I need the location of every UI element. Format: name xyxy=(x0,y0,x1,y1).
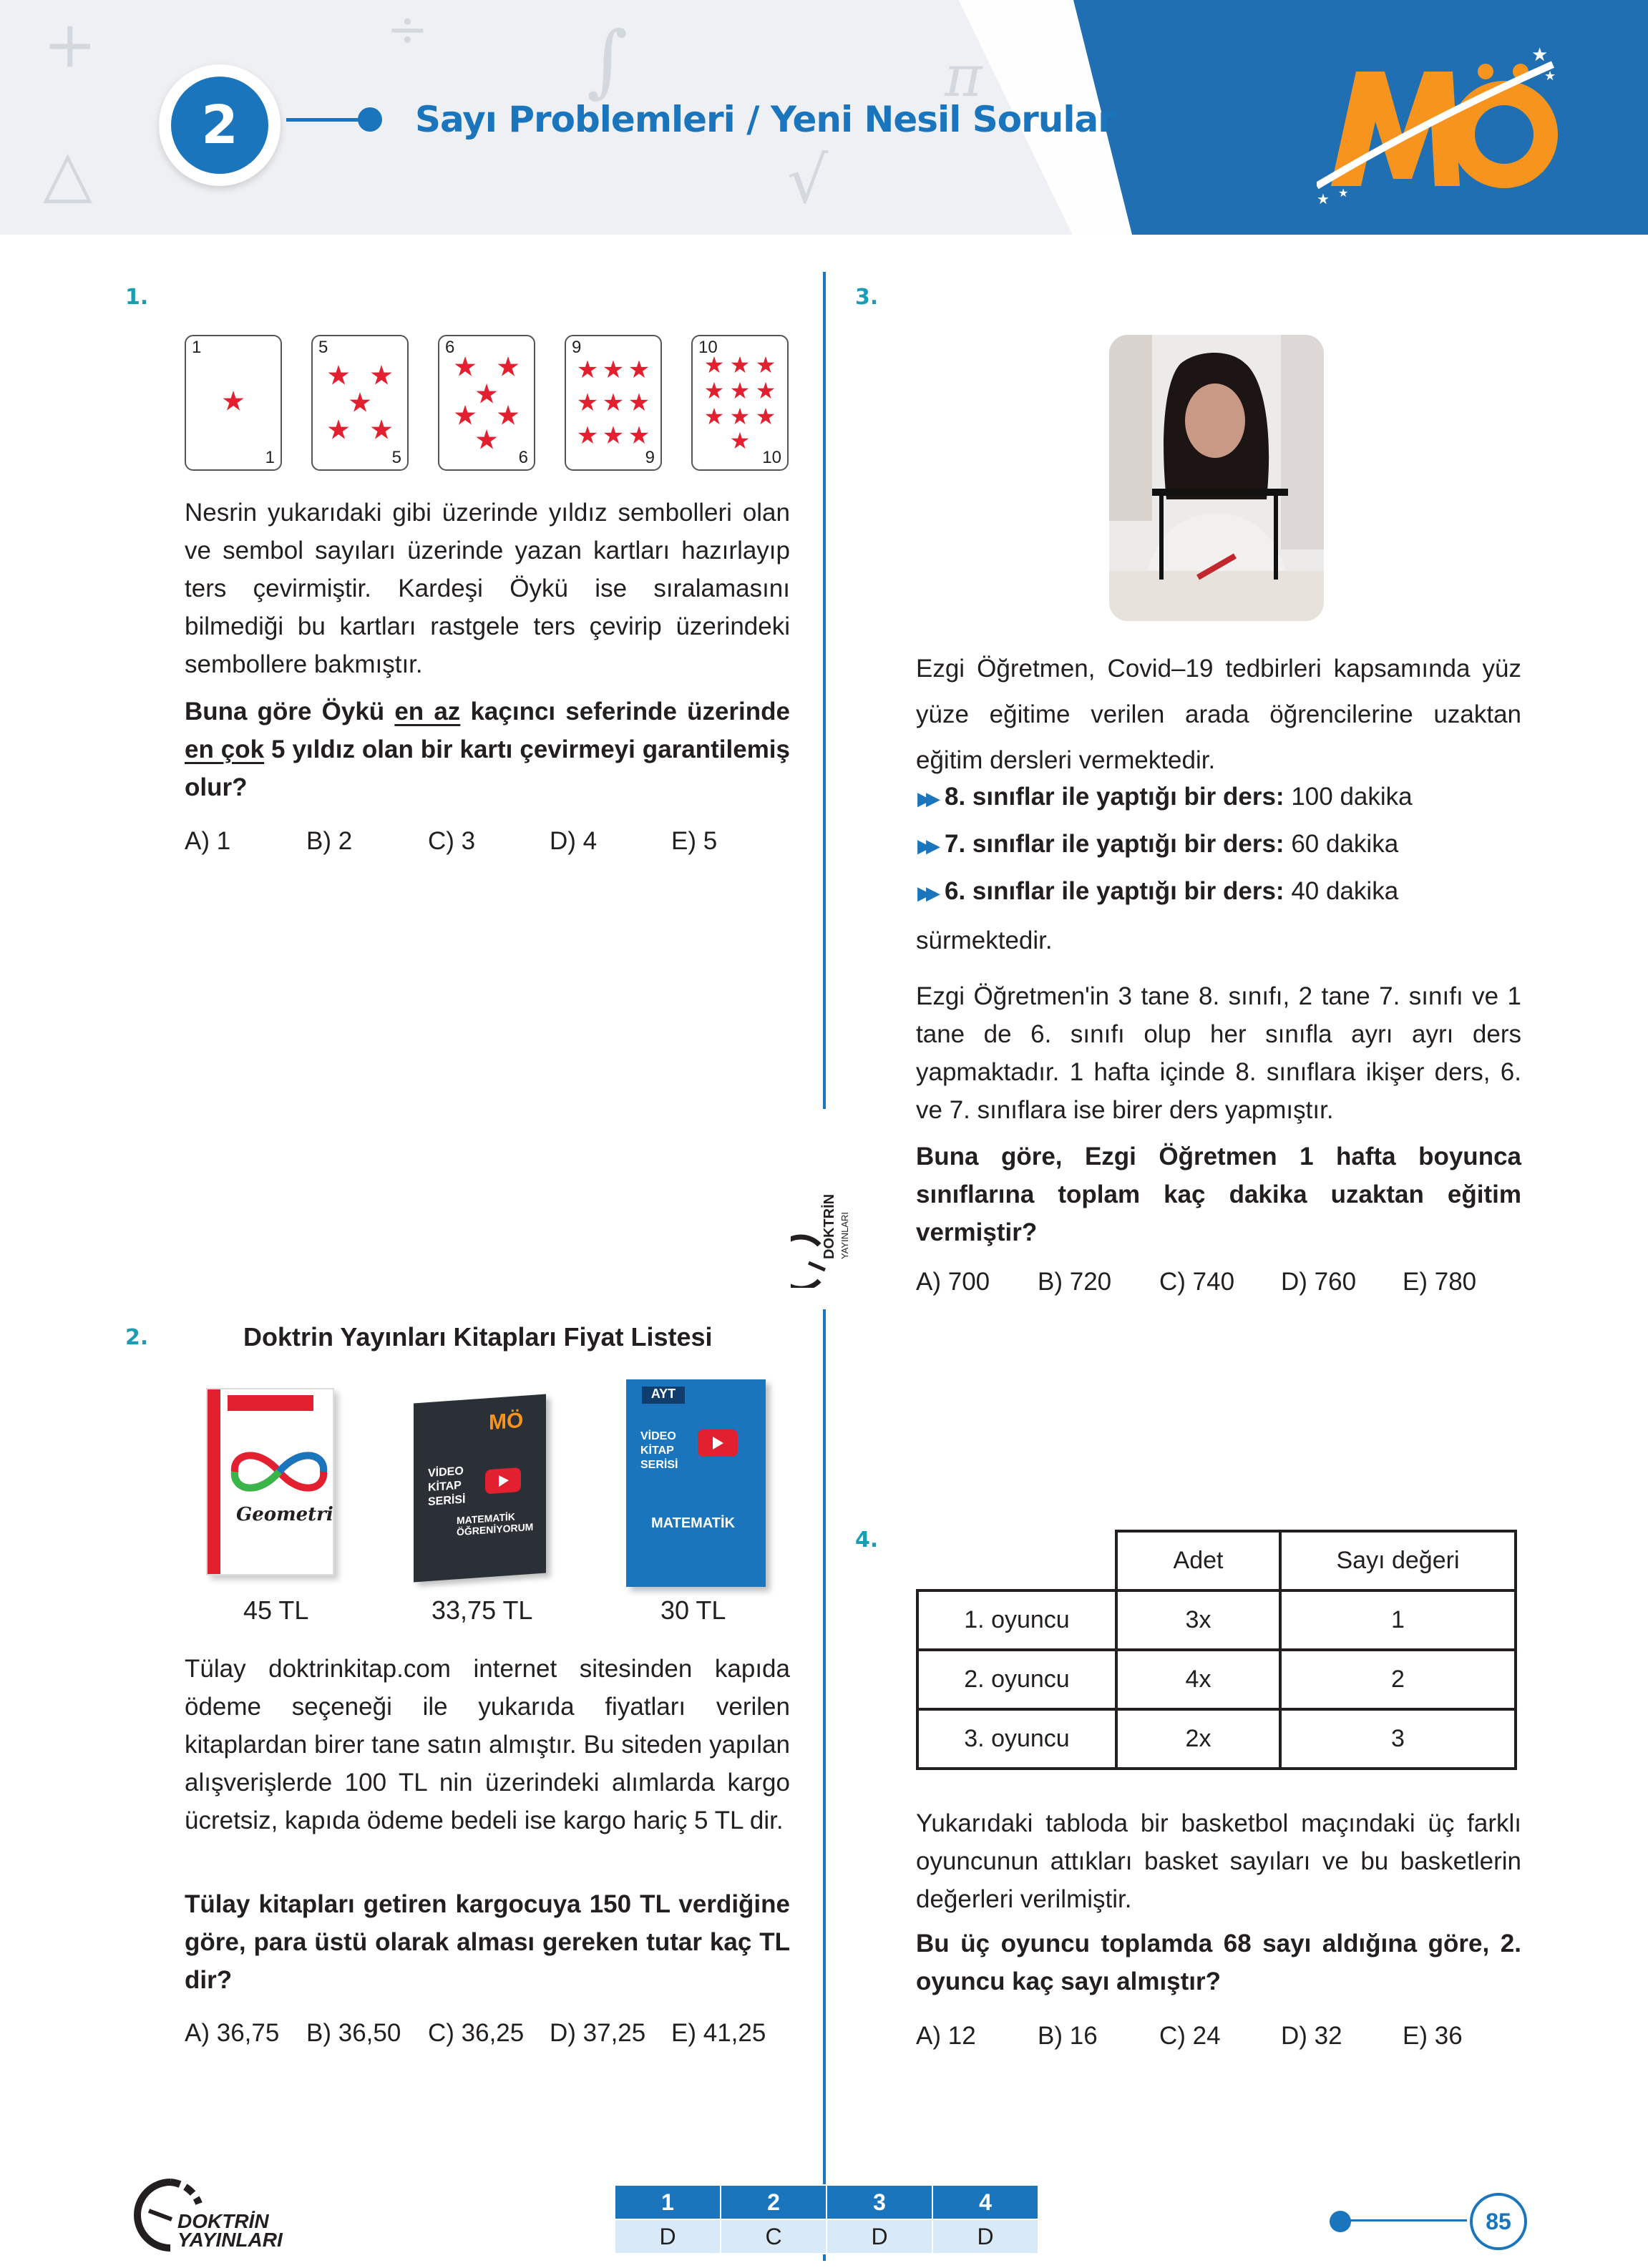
star-icon: ★ xyxy=(602,421,625,449)
table-cell-count: 3x xyxy=(1116,1590,1280,1650)
header-doodle: △ xyxy=(43,136,93,211)
question-3-intro: Ezgi Öğretmen, Covid–19 tedbirleri kapsamında yüz yüze eğitime verilen arada öğrencilerine uzaktan eğitim dersleri vermektedir. xyxy=(916,655,1521,774)
header-doodle: + xyxy=(43,7,97,82)
option-a[interactable]: A) 700 xyxy=(916,1268,990,1296)
star-icon: ★ xyxy=(347,388,373,419)
play-icon xyxy=(485,1467,521,1494)
table-cell-count: 4x xyxy=(1116,1650,1280,1709)
double-arrow-icon: ▶▶ xyxy=(917,835,935,856)
star-icon: ★ xyxy=(729,428,751,454)
card-value-bottom: 5 xyxy=(391,448,401,467)
card-value-bottom: 10 xyxy=(762,448,781,467)
option-d[interactable]: D) 4 xyxy=(550,827,598,855)
star-icon: ★ xyxy=(755,352,776,378)
question-4-number: 4. xyxy=(855,1528,879,1553)
question-3-item-6: ▶▶ 6. sınıflar ile yaptığı bir ders: 40 dakika xyxy=(917,877,1399,905)
table-cell-player: 1. oyuncu xyxy=(917,1590,1116,1650)
svg-text:DOKTRİN: DOKTRİN xyxy=(821,1193,837,1259)
unit-connector-dot xyxy=(358,107,382,132)
card-value-bottom: 6 xyxy=(518,448,528,467)
option-c[interactable]: C) 3 xyxy=(428,827,476,855)
underline-en-cok: en çok xyxy=(185,735,265,763)
star-icon: ★ xyxy=(602,356,625,383)
star-icon: ★ xyxy=(369,361,394,391)
card-value-bottom: 9 xyxy=(645,448,655,467)
star-icon: ★ xyxy=(703,378,725,404)
question-4-paragraph: Yukarıdaki tabloda bir basketbol maçındaki üç farklı oyuncunun attıkları basket sayıları ve bu basketlerin değerleri verilmiştir. xyxy=(916,1809,1521,1913)
table-cell-value: 3 xyxy=(1280,1709,1516,1769)
table-row xyxy=(917,1709,1516,1769)
answer-key-answer: D xyxy=(827,2219,932,2254)
star-card xyxy=(565,335,662,471)
option-e[interactable]: E) 780 xyxy=(1403,1268,1477,1296)
infinity-icon xyxy=(229,1447,329,1497)
option-a[interactable]: A) 12 xyxy=(916,2022,976,2050)
question-1-number: 1. xyxy=(125,285,149,310)
star-icon: ★ xyxy=(452,352,478,383)
table-row xyxy=(917,1650,1516,1709)
option-d[interactable]: D) 37,25 xyxy=(550,2019,646,2047)
table-cell-player: 3. oyuncu xyxy=(917,1709,1116,1769)
star-icon: ★ xyxy=(369,415,394,446)
star-icon: ★ xyxy=(703,352,725,378)
unit-connector-line xyxy=(286,118,365,122)
table-row xyxy=(917,1590,1516,1650)
double-arrow-icon: ▶▶ xyxy=(917,788,935,809)
header-doodle: ÷ xyxy=(386,0,429,59)
option-c[interactable]: C) 740 xyxy=(1159,1268,1235,1296)
question-3-items xyxy=(917,774,1413,916)
svg-text:★: ★ xyxy=(1544,69,1556,83)
star-icon: ★ xyxy=(576,356,599,383)
option-b[interactable]: B) 720 xyxy=(1038,1268,1112,1296)
doktrin-logo-icon xyxy=(791,1173,862,1288)
book-2-price: 33,75 TL xyxy=(431,1595,533,1625)
svg-text:★: ★ xyxy=(1531,44,1549,65)
star-icon: ★ xyxy=(474,379,499,410)
mo-logo xyxy=(1317,43,1560,207)
card-value-top: 9 xyxy=(572,338,582,357)
option-e[interactable]: E) 41,25 xyxy=(671,2019,766,2047)
star-icon: ★ xyxy=(452,401,478,431)
question-3-item-7: ▶▶ 7. sınıflar ile yaptığı bir ders: 60 dakika xyxy=(917,830,1399,858)
book-2-logo: MÖ xyxy=(489,1408,524,1435)
star-icon: ★ xyxy=(755,404,776,430)
question-3-item-8: ▶▶ 8. sınıflar ile yaptığı bir ders: 100 dakika xyxy=(917,783,1413,811)
star-icon: ★ xyxy=(495,401,521,431)
book-3-cover-title: MATEMATİK xyxy=(651,1515,736,1531)
star-icon: ★ xyxy=(628,388,650,416)
star-icon: ★ xyxy=(495,352,521,383)
star-icon: ★ xyxy=(729,378,751,404)
answer-key-answer: D xyxy=(932,2219,1038,2254)
star-icon: ★ xyxy=(576,388,599,416)
publisher-name: DOKTRİN YAYINLARI xyxy=(177,2210,283,2251)
star-icon: ★ xyxy=(576,421,599,449)
option-b[interactable]: B) 36,50 xyxy=(306,2019,401,2047)
question-3-options xyxy=(916,1268,1496,1296)
basketball-table xyxy=(916,1530,1517,1770)
answer-key-answer: C xyxy=(721,2219,827,2254)
book-2-cover-title: MATEMATİK ÖĞRENİYORUM xyxy=(457,1510,534,1538)
table-header-count: Adet xyxy=(1116,1531,1280,1590)
star-icon: ★ xyxy=(729,352,751,378)
answer-key-answer: D xyxy=(615,2219,721,2254)
question-2-number: 2. xyxy=(125,1325,149,1350)
option-a[interactable]: A) 1 xyxy=(185,827,231,855)
question-2-paragraph: Tülay doktrinkitap.com internet sitesinden kapıda ödeme seçeneği ile yukarıda fiyatları verilen kitaplardan birer tane satın almıştır. Bu siteden yapılan alışverişlerde 100 TL nin üzerindeki alımlarda kargo ücretsiz, kapıda ödeme bedeli ise kargo hariç 5 TL dir. xyxy=(185,1655,790,1834)
doktrin-watermark-logo xyxy=(791,1173,862,1288)
card-value-top: 5 xyxy=(318,338,328,357)
card-value-top: 10 xyxy=(698,338,718,357)
book-2-series: VİDEO KİTAP SERİSİ xyxy=(428,1465,466,1509)
question-2-options xyxy=(185,2019,779,2048)
answer-key-number: 3 xyxy=(827,2185,932,2219)
book-3-price: 30 TL xyxy=(660,1595,726,1625)
book-geometri xyxy=(206,1388,334,1575)
card-value-top: 1 xyxy=(192,338,202,357)
book-1-price: 45 TL xyxy=(243,1595,309,1625)
footer-dot xyxy=(1330,2211,1351,2232)
option-e[interactable]: E) 5 xyxy=(671,827,718,855)
star-card xyxy=(311,335,409,471)
book-3-series: VİDEO KİTAP SERİSİ xyxy=(640,1430,678,1471)
question-3-after-items: sürmektedir. xyxy=(916,927,1053,954)
underline-en-az: en az xyxy=(394,698,461,725)
question-4-options xyxy=(916,2022,1488,2051)
unit-number: 2 xyxy=(171,77,268,174)
answer-key-number: 4 xyxy=(932,2185,1038,2219)
publisher-logo xyxy=(127,2168,283,2261)
unit-badge xyxy=(159,64,281,186)
book-3-tag: AYT xyxy=(642,1387,685,1404)
svg-text:YAYINLARI: YAYINLARI xyxy=(839,1212,850,1259)
question-1-question: Buna göre Öykü en az kaçıncı seferinde üzerinde en çok 5 yıldız olan bir kartı çevirmeyi garantilemiş olur? xyxy=(185,698,790,801)
star-icon: ★ xyxy=(602,388,625,416)
header-doodle: π xyxy=(945,43,983,109)
card-value-top: 6 xyxy=(445,338,455,357)
option-b[interactable]: B) 16 xyxy=(1038,2022,1098,2050)
card-value-bottom: 1 xyxy=(265,448,275,467)
table-header-row xyxy=(917,1531,1516,1590)
question-2-question: Tülay kitapları getiren kargocuya 150 TL verdiğine göre, para üstü olarak alması gereken tutar kaç TL dir? xyxy=(185,1890,790,1994)
table-cell-value: 2 xyxy=(1280,1650,1516,1709)
option-a[interactable]: A) 36,75 xyxy=(185,2019,280,2047)
answer-key-number: 1 xyxy=(615,2185,721,2219)
question-1-options xyxy=(185,827,757,856)
table-cell-value: 1 xyxy=(1280,1590,1516,1650)
table-corner xyxy=(917,1531,1116,1590)
star-icon: ★ xyxy=(326,361,351,391)
footer-line xyxy=(1345,2219,1467,2221)
header-doodle: √ xyxy=(787,143,829,218)
star-card xyxy=(185,335,282,471)
option-e[interactable]: E) 36 xyxy=(1403,2022,1463,2050)
svg-text:★: ★ xyxy=(1338,187,1349,200)
table-cell-player: 2. oyuncu xyxy=(917,1650,1116,1709)
star-icon: ★ xyxy=(703,404,725,430)
star-card xyxy=(691,335,789,471)
book-matematik-ogreniyorum xyxy=(414,1394,546,1583)
svg-text:★: ★ xyxy=(1317,192,1330,207)
question-3-paragraph: Ezgi Öğretmen'in 3 tane 8. sınıfı, 2 tane 7. sınıfı ve 1 tane de 6. sınıfı olup her sınıfla ayrı ayrı ders yapmaktadır. 1 hafta içinde 8. sınıflara ikişer ders, 6. ve 7. sınıflara ise birer ders yapmıştır. xyxy=(916,982,1521,1124)
answer-key-number: 2 xyxy=(721,2185,827,2219)
star-icon: ★ xyxy=(628,356,650,383)
play-icon xyxy=(698,1429,738,1457)
option-c[interactable]: C) 24 xyxy=(1159,2022,1221,2050)
double-arrow-icon: ▶▶ xyxy=(917,882,935,904)
unit-title: Sayı Problemleri / Yeni Nesil Sorular xyxy=(415,99,1115,140)
header-doodle: ∫ xyxy=(587,14,628,106)
star-icon: ★ xyxy=(326,415,351,446)
star-icon: ★ xyxy=(220,386,246,417)
question-3-question: Buna göre, Ezgi Öğretmen 1 hafta boyunca sınıflarına toplam kaç dakika uzaktan eğitim vermiştir? xyxy=(916,1143,1521,1246)
question-4-question: Bu üç oyuncu toplamda 68 sayı aldığına göre, 2. oyuncu kaç sayı almıştır? xyxy=(916,1930,1521,1995)
book-1-cover-title: Geometri xyxy=(236,1504,333,1525)
answer-key xyxy=(614,2184,1039,2254)
book-matematik-ayt xyxy=(626,1379,766,1587)
table-header-value: Sayı değeri xyxy=(1280,1531,1516,1590)
question-2-title: Doktrin Yayınları Kitapları Fiyat Listesi xyxy=(243,1322,713,1351)
page-number: 85 xyxy=(1470,2193,1527,2250)
question-1-paragraph: Nesrin yukarıdaki gibi üzerinde yıldız sembolleri olan ve sembol sayıları üzerinde yazan kartları hazırlayıp ters çevirmiştir. Kardeşi Öykü ise sıralamasını bilmediği bu kartları rastgele ters çevirip üzerindeki sembollere bakmıştır. xyxy=(185,499,790,678)
star-card xyxy=(438,335,535,471)
teacher-photo xyxy=(1109,335,1324,621)
star-icon: ★ xyxy=(628,421,650,449)
star-icon: ★ xyxy=(729,404,751,430)
option-d[interactable]: D) 32 xyxy=(1281,2022,1342,2050)
option-c[interactable]: C) 36,25 xyxy=(428,2019,525,2047)
star-icon: ★ xyxy=(474,425,499,456)
answer-key-numbers xyxy=(615,2185,1038,2219)
answer-key-answers xyxy=(615,2219,1038,2254)
teacher-photo-illustration xyxy=(1109,335,1324,621)
table-cell-count: 2x xyxy=(1116,1709,1280,1769)
mo-logo-icon xyxy=(1317,43,1560,207)
option-b[interactable]: B) 2 xyxy=(306,827,353,855)
star-icon: ★ xyxy=(755,378,776,404)
option-d[interactable]: D) 760 xyxy=(1281,1268,1357,1296)
question-3-number: 3. xyxy=(855,285,879,310)
